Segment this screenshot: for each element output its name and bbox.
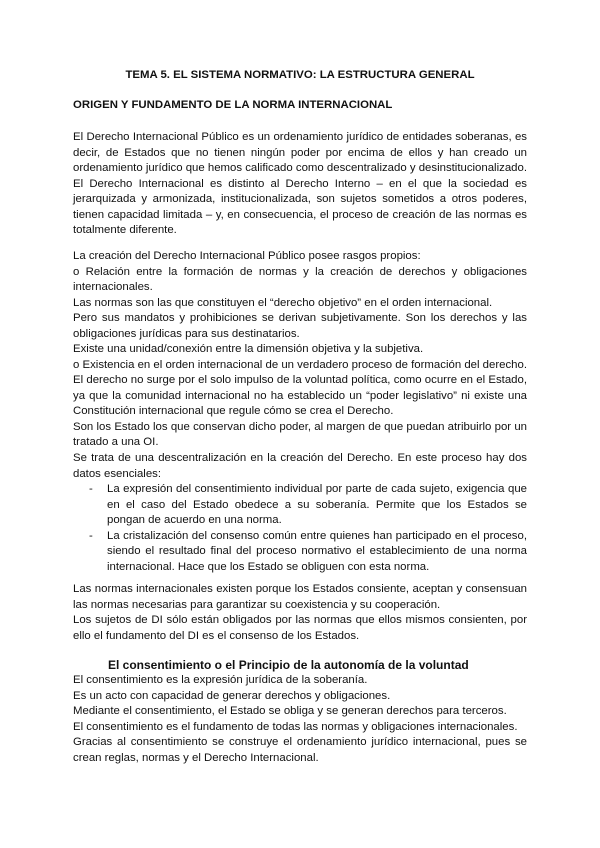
paragraph: El Derecho Internacional es distinto al Derecho Interno – en el que la sociedad es jerarquizada y armonizada, institucionalizada, son sujetos sometidos a otros poderes, tienen capacidad limitada – y, en consecuencia, el proceso de creación de las normas es totalmente diferente. [73,177,527,236]
paragraph: El consentimiento es la expresión jurídica de la soberanía. [73,674,368,686]
section-consenso [73,582,527,644]
paragraph: El derecho no surge por el solo impulso de la voluntad política, como ocurre en el Estado, ya que la comunidad internacional no ha establecido un “poder legislativo” ni existe una Constitución internacional que regule cómo se crea el Derecho. [73,374,527,417]
paragraph: Las normas internacionales existen porque los Estados consiente, aceptan y consensuan las normas necesarias para garantizar su coexistencia y su cooperación. [73,583,527,611]
paragraph: Se trata de una descentralización en la creación del Derecho. En este proceso hay dos datos esenciales: [73,452,527,480]
list-item [73,482,527,529]
paragraph: o Relación entre la formación de normas y la creación de derechos y obligaciones internacionales. [73,265,527,293]
paragraph: Pero sus mandatos y prohibiciones se derivan subjetivamente. Son los derechos y las obligaciones jurídicas para sus destinatarios. [73,312,527,340]
paragraph: Gracias al consentimiento se construye el ordenamiento jurídico internacional, pues se crean reglas, normas y el Derecho Internacional. [73,736,527,764]
bullet-list [73,482,527,575]
paragraph: El Derecho Internacional Público es un ordenamiento jurídico de entidades soberanas, es decir, de Estados que no tienen ningún poder por encima de ellos y han creado un ordenamiento jurídico que hemos calificado como descentralizado y desinstitucionalizado. [73,131,527,174]
list-item-text: La cristalización del consenso común entre quienes han participado en el proceso, siendo el resultado final del proceso normativo el establecimiento de una norma internacional. Hace que los Estado se obliguen con esta norma. [107,529,527,573]
paragraph: Los sujetos de DI sólo están obligados por las normas que ellos mismos consienten, por ello el fundamento del DI es el consenso de los Estados. [73,614,527,642]
dash-bullet-icon: - [89,483,93,495]
paragraph: El consentimiento es el fundamento de todas las normas y obligaciones internacionales. [73,720,518,733]
section-rasgos [73,249,527,451]
paragraph: Las normas son las que constituyen el “derecho objetivo” en el orden internacional. [73,296,493,309]
section-heading-consentimiento: El consentimiento o el Principio de la autonomía de la voluntad [108,658,469,672]
section-heading-origen: ORIGEN Y FUNDAMENTO DE LA NORMA INTERNACIONAL [73,99,393,111]
paragraph: Mediante el consentimiento, el Estado se obliga y se generan derechos para terceros. [73,705,507,717]
section-consentimiento [73,657,527,766]
paragraph: Es un acto con capacidad de generar derechos y obligaciones. [73,689,391,702]
paragraph: o Existencia en el orden internacional de un verdadero proceso de formación del derecho. [73,358,528,371]
paragraph: La creación del Derecho Internacional Público posee rasgos propios: [73,250,421,262]
section-descentralizacion [73,451,527,575]
list-item-text: La expresión del consentimiento individual por parte de cada sujeto, exigencia que en el caso del Estado obedece a su soberanía. Permite que los Estados se pongan de acuerdo en una norma. [107,483,527,526]
dash-bullet-icon: - [89,529,93,542]
list-item [73,529,527,576]
paragraph: Son los Estado los que conservan dicho poder, al margen de que puedan atribuirlo por un tratado a una OI. [73,420,527,448]
paragraph: Existe una unidad/conexión entre la dimensión objetiva y la subjetiva. [73,343,424,355]
document-title: TEMA 5. EL SISTEMA NORMATIVO: LA ESTRUCTURA GENERAL [125,69,475,81]
section-intro [73,130,527,239]
